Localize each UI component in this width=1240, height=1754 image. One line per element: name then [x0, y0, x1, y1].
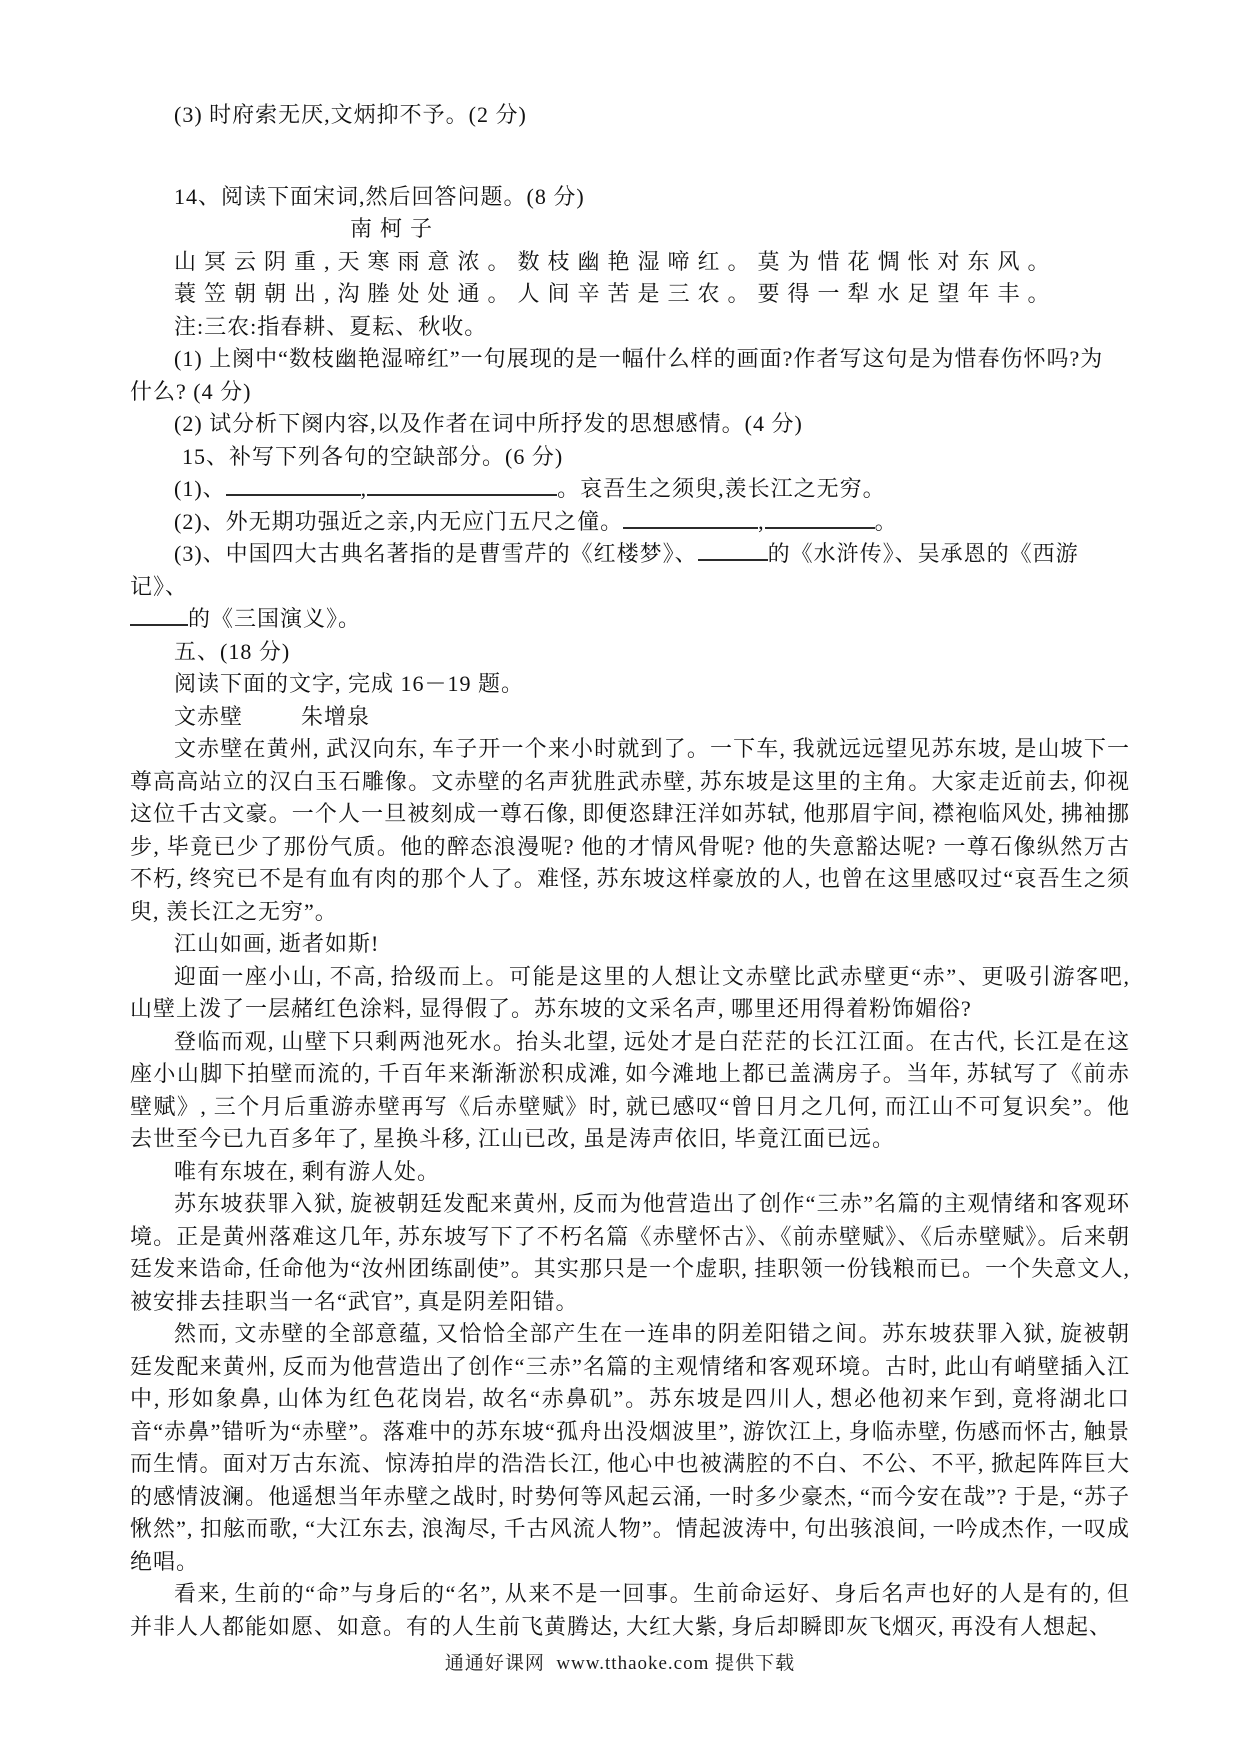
- section-5-instruction: 阅读下面的文字, 完成 16－19 题。: [174, 671, 525, 696]
- essay-title: 文赤壁: [174, 703, 244, 729]
- essay-paragraph: 看来, 生前的“命”与身后的“名”, 从来不是一回事。生前命运好、身后名声也好的人是有的, 但并非人人都能如愿、如意。有的人生前飞黄腾达, 大红大紫, 身后却瞬即灰飞烟灭, 再没有人想起、: [130, 1581, 1130, 1639]
- question-13-item-3: (3) 时府索无厌,文炳抑不予。(2 分): [174, 102, 527, 127]
- question-14-sub1-line2: 什么? (4 分): [130, 378, 252, 404]
- question-15-item-3-line1: [130, 538, 1130, 603]
- essay-title-line: [130, 701, 1130, 734]
- poem-line-1: 山冥云阴重,天寒雨意浓。数枝幽艳湿啼红。莫为惜花惆怅对东风。: [174, 248, 1058, 274]
- question-15-item-3-line2: [130, 603, 1130, 636]
- question-14-sub2: (2) 试分析下阕内容,以及作者在词中所抒发的思想感情。(4 分): [174, 411, 803, 436]
- essay-paragraph: 文赤壁在黄州, 武汉向东, 车子开一个来小时就到了。一下车, 我就远远望见苏东坡, 是山坡下一尊高高站立的汉白玉石雕像。文赤壁的名声犹胜武赤壁, 苏东坡是这里的主角。大家走近前去, 仰视这位千古文豪。一个人一旦被刻成一尊石像, 即便恣肆汪洋如苏轼, 他那眉宇间, 襟袍临风处, 拂袖挪步, 毕竟已少了那份气质。他的醉态浪漫呢? 他的才情风骨呢? 他的失意豁达呢? 一尊石像纵然万古不朽, 终究已不是有血有肉的那个人了。难怪, 苏东坡这样豪放的人, 也曾在这里感叹过“哀吾生之须臾, 羡长江之无穷”。: [130, 736, 1130, 924]
- answer-blank: [226, 474, 361, 496]
- answer-blank: [765, 507, 875, 529]
- question-14-intro: 14、阅读下面宋词,然后回答问题。(8 分): [174, 183, 585, 209]
- poem-note: 注:三农:指春耕、夏耘、秋收。: [174, 313, 488, 339]
- q15-item1-comma: ,: [360, 476, 368, 501]
- q15-item1-tail: 。哀吾生之须臾,羡长江之无穷。: [557, 476, 886, 501]
- question-15-intro: 15、补写下列各句的空缺部分。(6 分): [182, 443, 564, 469]
- poem-line-2: 蓑笠朝朝出,沟塍处处通。人间辛苦是三农。要得一犁水足望年丰。: [174, 281, 1058, 306]
- essay-paragraph: 然而, 文赤壁的全部意蕴, 又恰恰全部产生在一连串的阴差阳错之间。苏东坡获罪入狱, 旋被朝廷发配来黄州, 反而为他营造出了创作“三赤”名篇的主观情绪和客观环境。古时, 此山有峭壁插入江中, 形如象鼻, 山体为红色花岗岩, 故名“赤鼻矶”。苏东坡是四川人, 想必他初来乍到, 竟将湖北口音“赤鼻”错听为“赤壁”。落难中的苏东坡“孤舟出没烟波里”, 游饮江上, 身临赤壁, 伤感而怀古, 触景而生情。面对万古东流、惊涛拍岸的浩浩长江, 他心中也被满腔的不白、不公、不平, 掀起阵阵巨大的感情波澜。他遥想当年赤壁之战时, 时势何等风起云涌, 一时多少豪杰, “而今安在哉”? 于是, “苏子愀然”, 扣舷而歌, “大江东去, 浪淘尽, 千古风流人物”。情起波涛中, 句出骇浪间, 一吟成杰作, 一叹成绝唱。: [130, 1321, 1131, 1574]
- q15-item2-comma: ,: [758, 508, 765, 534]
- essay-author: 朱增泉: [301, 703, 371, 729]
- question-14-sub1-line1: (1) 上阕中“数枝幽艳湿啼红”一句展现的是一幅什么样的画面?作者写这句是为惜春伤怀吗?为: [174, 346, 1104, 371]
- q15-item2-tail: 。: [874, 508, 898, 534]
- essay-paragraph: 登临而观, 山壁下只剩两池死水。抬头北望, 远处才是白茫茫的长江江面。在古代, 长江是在这座小山脚下拍壁而流的, 千百年来渐渐淤积成滩, 如今滩地上都已盖满房子。当年, 苏轼写了《前赤壁赋》, 三个月后重游赤壁再写《后赤壁赋》时, 就已感叹“曾日月之几何, 而江山不可复识矣”。他去世至今已九百多年了, 星换斗移, 江山已改, 虽是涛声依旧, 毕竟江面已远。: [130, 1028, 1130, 1151]
- q15-item3-mid: 的《水浒传》、吴承恩的《西游记》、: [130, 541, 1079, 599]
- answer-blank: [130, 604, 188, 626]
- q15-item3-tail: 的《三国演义》。: [188, 606, 362, 631]
- poem-title: 南柯子: [350, 216, 441, 241]
- essay-paragraph: 唯有东坡在, 剩有游人处。: [174, 1158, 441, 1184]
- section-5-heading: 五、(18 分): [174, 638, 291, 664]
- q15-item1-label: (1)、: [174, 476, 226, 501]
- essay-paragraph: 苏东坡获罪入狱, 旋被朝廷发配来黄州, 反而为他营造出了创作“三赤”名篇的主观情绪和客观环境。正是黄州落难这几年, 苏东坡写下了不朽名篇《赤壁怀古》、《前赤壁赋》、《后赤壁赋》。后来朝廷发来诰命, 任命他为“汝州团练副使”。其实那只是一个虚职, 挂职领一份钱粮而已。一个失意文人, 被安排去挂职当一名“武官”, 真是阴差阳错。: [130, 1191, 1130, 1314]
- exam-content: [130, 99, 1130, 1643]
- question-15-item-2: [130, 506, 1130, 539]
- question-15-item-1: [130, 473, 1130, 506]
- essay-paragraph: 江山如画, 逝者如斯!: [174, 931, 380, 956]
- answer-blank: [367, 474, 557, 496]
- answer-blank: [698, 539, 768, 561]
- footer-watermark: 通通好课网 www.tthaoke.com 提供下载: [444, 1653, 796, 1674]
- q15-item3-lead: (3)、中国四大古典名著指的是曹雪芹的《红楼梦》、: [174, 541, 698, 566]
- answer-blank: [623, 507, 758, 529]
- essay-paragraph: 迎面一座小山, 不高, 拾级而上。可能是这里的人想让文赤壁比武赤壁更“赤”、更吸引游客吧, 山壁上泼了一层赭红色涂料, 显得假了。苏东坡的文采名声, 哪里还用得着粉饰媚俗?: [130, 963, 1130, 1021]
- q15-item2-lead: (2)、外无期功强近之亲,内无应门五尺之僮。: [174, 508, 624, 534]
